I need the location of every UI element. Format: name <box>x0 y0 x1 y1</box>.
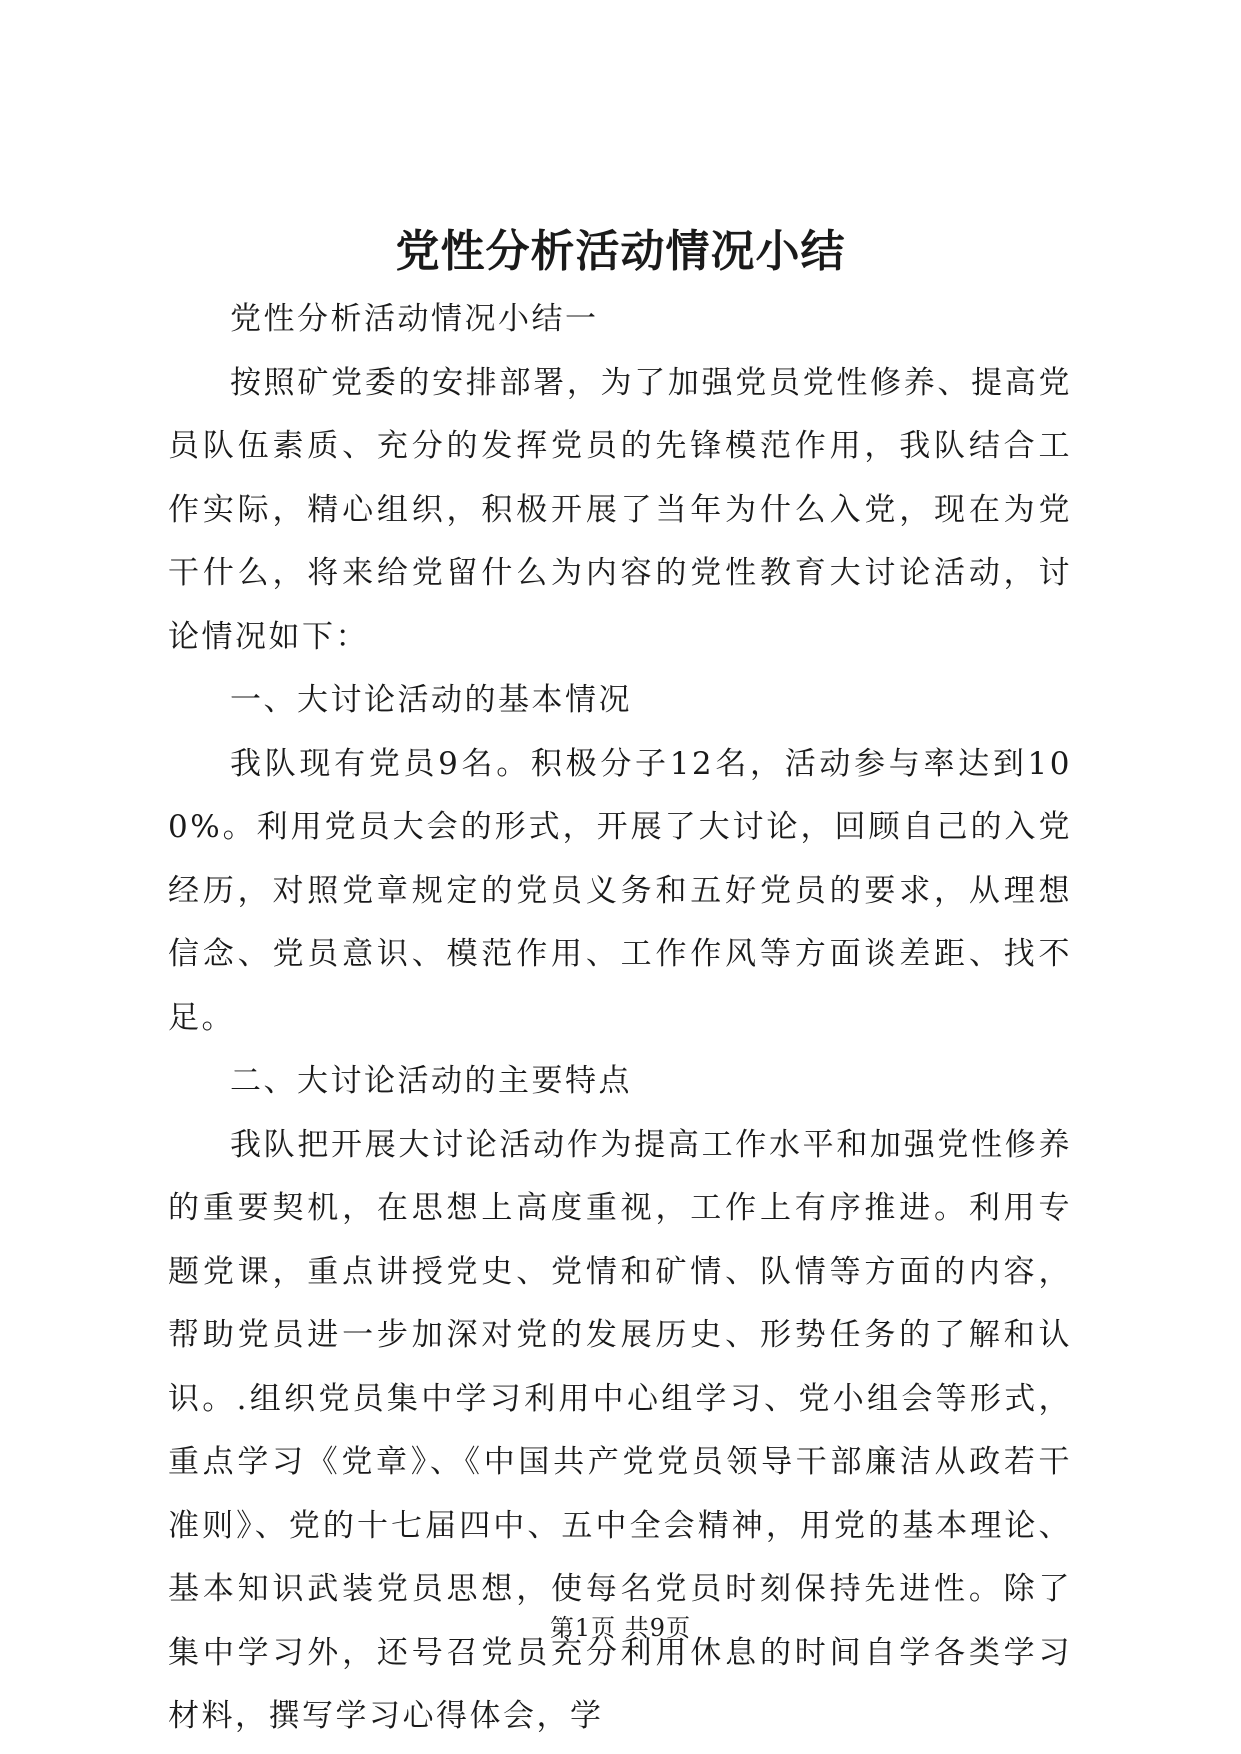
paragraph-main-features: 我队把开展大讨论活动作为提高工作水平和加强党性修养的重要契机，在思想上高度重视，工作上有序推进。利用专题党课，重点讲授党史、党情和矿情、队情等方面的内容，帮助党员进一步加深对党的发展历史、形势任务的了解和认识。.组织党员集中学习利用中心组学习、党小组会等形式，重点学习《党章》、《中国共产党党员领导干部廉洁从政若干准则》、党的十七届四中、五中全会精神，用党的基本理论、基本知识武装党员思想，使每名党员时刻保持先进性。除了集中学习外，还号召党员充分利用休息的时间自学各类学习材料，撰写学习心得体会，学 <box>168 1126 1072 1734</box>
section-heading-1: 一、大讨论活动的基本情况 <box>230 682 632 718</box>
paragraph-basic-situation: 我队现有党员9名。积极分子12名，活动参与率达到100%。利用党员大会的形式，开展了大讨论，回顾自己的入党经历，对照党章规定的党员义务和五好党员的要求，从理想信念、党员意识、模范作用、工作作风等方面谈差距、找不足。 <box>168 745 1072 1036</box>
page-number-footer: 第1页 共9页 <box>549 1614 692 1642</box>
document-title: 党性分析活动情况小结 <box>395 226 846 277</box>
paragraph-intro: 按照矿党委的安排部署，为了加强党员党性修养、提高党员队伍素质、充分的发挥党员的先锋模范作用，我队结合工作实际，精心组织，积极开展了当年为什么入党，现在为党干什么，将来给党留什么为内容的党性教育大讨论活动，讨论情况如下： <box>168 364 1072 655</box>
section-heading-2: 二、大讨论活动的主要特点 <box>230 1063 632 1099</box>
paragraph-subtitle: 党性分析活动情况小结一 <box>230 301 599 337</box>
document-body <box>168 288 1072 1749</box>
